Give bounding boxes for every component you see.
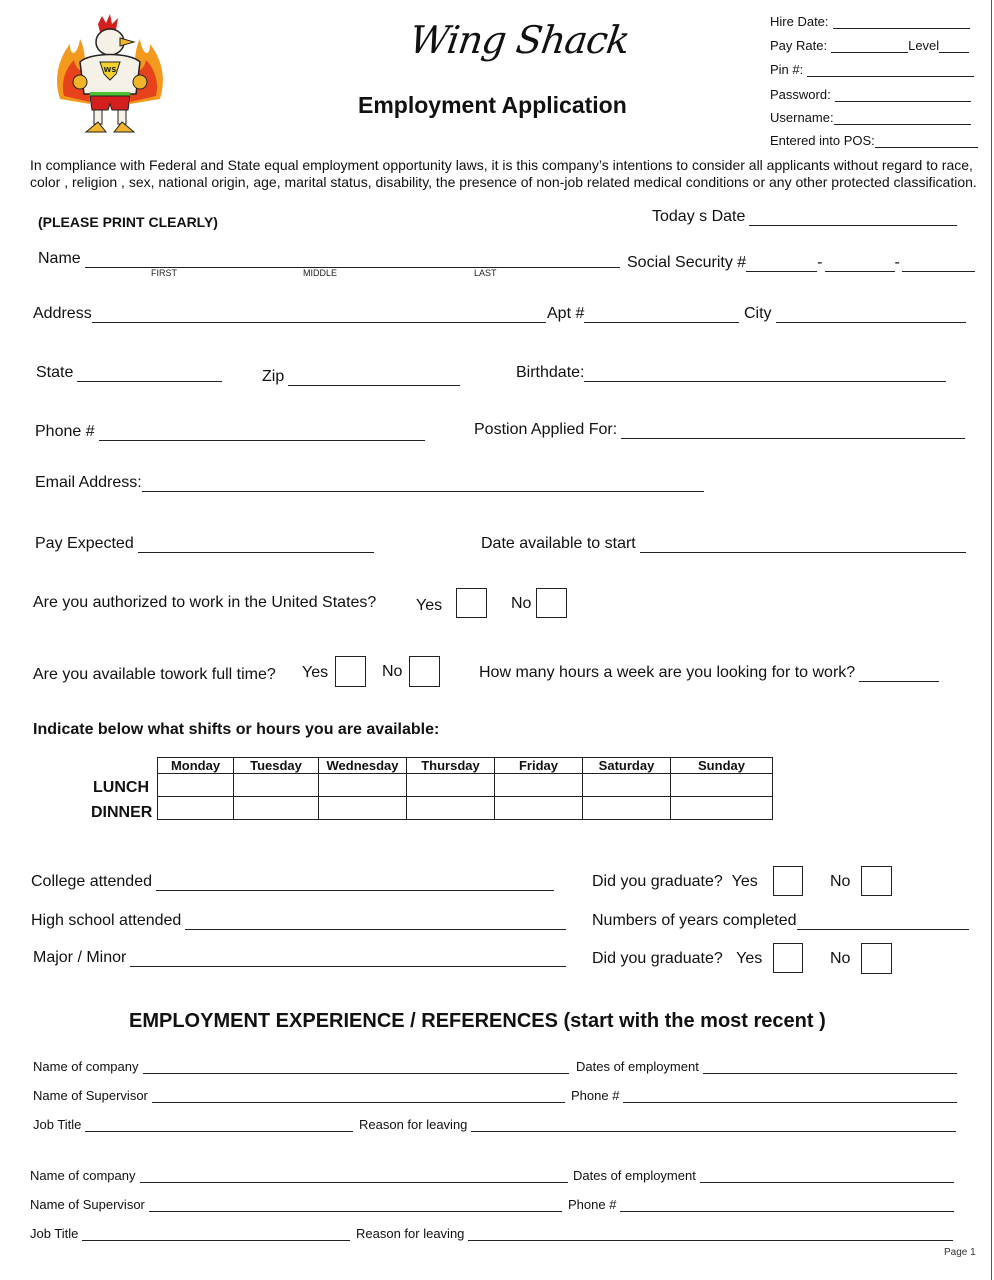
shift-cell[interactable] [407,774,495,797]
exp2-phone-line[interactable] [620,1200,954,1212]
todays-date-label: Today s Date [652,208,746,225]
password-field[interactable] [770,87,971,102]
exp1-dates-line[interactable] [703,1062,957,1074]
exp1-phone-label: Phone # [571,1088,620,1103]
shift-header-row [158,758,773,774]
state-line[interactable] [77,367,222,382]
exp1-company-label: Name of company [33,1059,139,1074]
exp1-phone-field[interactable] [571,1088,957,1103]
shift-row-label-lunch: LUNCH [93,779,149,796]
exp1-company-field[interactable] [33,1059,569,1074]
zip-label: Zip [262,368,285,385]
authorized-no-label: No [511,595,532,612]
authorized-yes-checkbox[interactable] [456,588,487,618]
ssn-part1-line[interactable] [746,257,817,272]
exp2-company-field[interactable] [30,1168,568,1183]
exp2-phone-field[interactable] [568,1197,954,1212]
level-line[interactable] [939,40,969,53]
full-time-yes-checkbox[interactable] [335,656,366,687]
shift-cell[interactable] [671,797,773,820]
city-field[interactable] [744,305,966,323]
ssn-dash: - [817,254,823,271]
shift-cell[interactable] [495,774,583,797]
day-header-thursday: Thursday [407,758,495,774]
page-edge [991,0,992,1280]
exp1-supervisor-field[interactable] [33,1088,565,1103]
pay-rate-field[interactable] [770,38,969,53]
pay-rate-line[interactable] [831,40,908,53]
years-completed-field[interactable] [592,912,969,930]
authorized-yes-label: Yes [416,597,443,614]
todays-date-line[interactable] [749,211,957,226]
phone-field[interactable] [35,423,425,441]
hours-field[interactable] [479,664,939,682]
date-available-label: Date available to start [481,535,636,552]
last-name-hint: LAST [474,268,497,278]
hs-graduate-no-checkbox[interactable] [861,943,892,974]
hours-line[interactable] [859,667,939,682]
shift-row-lunch [158,774,773,797]
college-graduate-question [592,873,758,891]
phone-label: Phone # [35,423,95,440]
zip-field[interactable] [262,368,460,386]
exp1-company-line[interactable] [143,1062,569,1074]
exp1-job-title-label: Job Title [33,1117,82,1132]
exp1-job-title-field[interactable] [33,1117,353,1132]
college-graduate-yes-checkbox[interactable] [773,866,803,896]
college-line[interactable] [156,876,554,891]
exp1-dates-field[interactable] [576,1059,957,1074]
day-header-friday: Friday [495,758,583,774]
date-available-line[interactable] [640,538,966,553]
years-completed-line[interactable] [797,915,969,930]
apt-field[interactable] [547,305,739,323]
exp2-reason-field[interactable] [356,1226,953,1241]
birthdate-line[interactable] [584,367,946,382]
exp2-dates-line[interactable] [700,1171,954,1183]
exp1-supervisor-label: Name of Supervisor [33,1088,148,1103]
day-header-tuesday: Tuesday [234,758,319,774]
hs-graduate-yes-checkbox[interactable] [773,943,803,973]
high-school-label: High school attended [31,912,182,929]
ssn-dash: - [894,254,900,271]
rooster-mascot-icon [50,14,170,136]
shift-cell[interactable] [495,797,583,820]
eeo-disclaimer: In compliance with Federal and State equal employment opportunity laws, it is this company’s intentions to consider all applicants without regard to race, color , religion , sex, national origin, age, marital status, disability, the presence of non-job related medical conditions or any other protected classification. [30,157,977,190]
print-clearly-note: (PLEASE PRINT CLEARLY) [38,214,218,230]
exp2-company-line[interactable] [140,1171,568,1183]
authorized-question: Are you authorized to work in the United States? [33,594,377,611]
state-field[interactable] [36,364,222,382]
city-line[interactable] [776,308,966,323]
ssn-part2-line[interactable] [825,257,895,272]
shift-availability-table [157,757,773,820]
hs-graduate-no-label: No [830,950,851,967]
hs-graduate-yes-label: Yes [736,950,763,967]
ssn-label: Social Security # [627,254,747,271]
day-header-saturday: Saturday [583,758,671,774]
state-label: State [36,364,74,381]
address-label: Address [33,305,92,322]
page-title: Employment Application [358,92,627,118]
shift-row-label-dinner: DINNER [91,804,153,821]
exp1-supervisor-line[interactable] [152,1091,565,1103]
apt-line[interactable] [584,308,739,323]
position-line[interactable] [621,424,965,439]
experience-heading: EMPLOYMENT EXPERIENCE / REFERENCES (start with the most recent ) [129,1010,826,1032]
college-graduate-label: Did you graduate? [592,873,723,890]
exp2-reason-label: Reason for leaving [356,1226,465,1241]
pay-rate-label: Pay Rate: [770,38,828,53]
brand-name: Wing Shack [406,18,632,62]
email-line[interactable] [142,477,704,492]
college-graduate-yes-label: Yes [731,873,758,890]
pay-expected-label: Pay Expected [35,535,134,552]
exp1-reason-label: Reason for leaving [359,1117,468,1132]
day-header-sunday: Sunday [671,758,773,774]
shift-cell[interactable] [407,797,495,820]
shift-cell[interactable] [234,774,319,797]
exp2-job-title-line[interactable] [82,1229,350,1241]
exp2-reason-line[interactable] [468,1229,953,1241]
college-graduate-no-checkbox[interactable] [861,866,892,896]
ssn-field[interactable] [627,254,975,272]
exp2-supervisor-field[interactable] [30,1197,562,1212]
shift-cell[interactable] [319,774,407,797]
major-minor-field[interactable] [33,949,566,967]
exp1-reason-line[interactable] [471,1120,956,1132]
middle-name-hint: MIDDLE [303,268,338,278]
shift-cell[interactable] [158,797,234,820]
entered-pos-label: Entered into POS: [770,133,875,148]
shift-cell[interactable] [583,774,671,797]
address-field[interactable] [33,305,546,323]
major-minor-label: Major / Minor [33,949,127,966]
hs-graduate-question [592,950,762,968]
position-label: Postion Applied For: [474,421,618,438]
exp1-reason-field[interactable] [359,1117,956,1132]
entered-pos-field[interactable] [770,133,978,148]
birthdate-label: Birthdate: [516,364,585,381]
pin-line[interactable] [807,64,974,77]
password-line[interactable] [835,89,971,102]
email-field[interactable] [35,474,704,492]
shift-cell[interactable] [158,774,234,797]
date-available-field[interactable] [481,535,966,553]
college-field[interactable] [31,873,554,891]
exp1-job-title-line[interactable] [85,1120,353,1132]
username-field[interactable] [770,110,971,125]
major-minor-line[interactable] [130,952,566,967]
high-school-line[interactable] [185,915,566,930]
pay-expected-line[interactable] [138,538,374,553]
pin-field[interactable] [770,62,974,77]
address-line[interactable] [92,308,546,323]
first-name-hint: FIRST [151,268,177,278]
high-school-field[interactable] [31,912,566,930]
years-completed-label: Numbers of years completed [592,912,797,929]
pin-label: Pin #: [770,62,804,77]
shift-cell[interactable] [583,797,671,820]
authorized-no-checkbox[interactable] [536,588,567,618]
hire-date-label: Hire Date: [770,14,829,29]
college-graduate-no-label: No [830,873,851,890]
username-label: Username: [770,110,834,125]
exp2-dates-label: Dates of employment [573,1168,696,1183]
ssn-part3-line[interactable] [902,257,975,272]
full-time-no-checkbox[interactable] [409,656,440,687]
hire-date-field[interactable] [770,14,970,29]
password-label: Password: [770,87,831,102]
exp2-job-title-field[interactable] [30,1226,350,1241]
email-label: Email Address: [35,474,142,491]
full-time-no-label: No [382,663,403,680]
todays-date-field[interactable] [652,208,957,226]
zip-line[interactable] [288,371,460,386]
birthdate-field[interactable] [516,364,946,382]
username-line[interactable] [834,112,971,125]
name-field[interactable] [38,250,620,268]
wing-shack-logo [50,14,170,136]
level-label: Level [908,38,940,53]
city-label: City [744,305,772,322]
position-field[interactable] [474,421,965,439]
day-header-wednesday: Wednesday [319,758,407,774]
exp2-job-title-label: Job Title [30,1226,79,1241]
name-line[interactable] [85,251,620,268]
name-label: Name [38,250,81,267]
exp2-supervisor-line[interactable] [149,1200,562,1212]
exp1-dates-label: Dates of employment [576,1059,699,1074]
exp2-phone-label: Phone # [568,1197,617,1212]
exp1-phone-line[interactable] [623,1091,957,1103]
shift-row-dinner [158,797,773,820]
day-header-monday: Monday [158,758,234,774]
full-time-yes-label: Yes [302,664,329,681]
shift-cell[interactable] [319,797,407,820]
entered-pos-line[interactable] [875,135,978,148]
pay-expected-field[interactable] [35,535,374,553]
hs-graduate-label: Did you graduate? [592,950,723,967]
shift-cell[interactable] [234,797,319,820]
hours-label: How many hours a week are you looking for to work? [479,664,856,681]
svg-text:WS: WS [103,66,117,74]
shifts-heading: Indicate below what shifts or hours you are available: [33,721,440,738]
phone-line[interactable] [99,426,425,441]
hire-date-line[interactable] [833,16,970,29]
exp2-company-label: Name of company [30,1168,136,1183]
full-time-question: Are you available towork full time? [33,666,276,683]
exp2-dates-field[interactable] [573,1168,954,1183]
exp2-supervisor-label: Name of Supervisor [30,1197,145,1212]
shift-cell[interactable] [671,774,773,797]
page-number: Page 1 [944,1247,976,1258]
apt-label: Apt # [547,305,585,322]
college-label: College attended [31,873,152,890]
